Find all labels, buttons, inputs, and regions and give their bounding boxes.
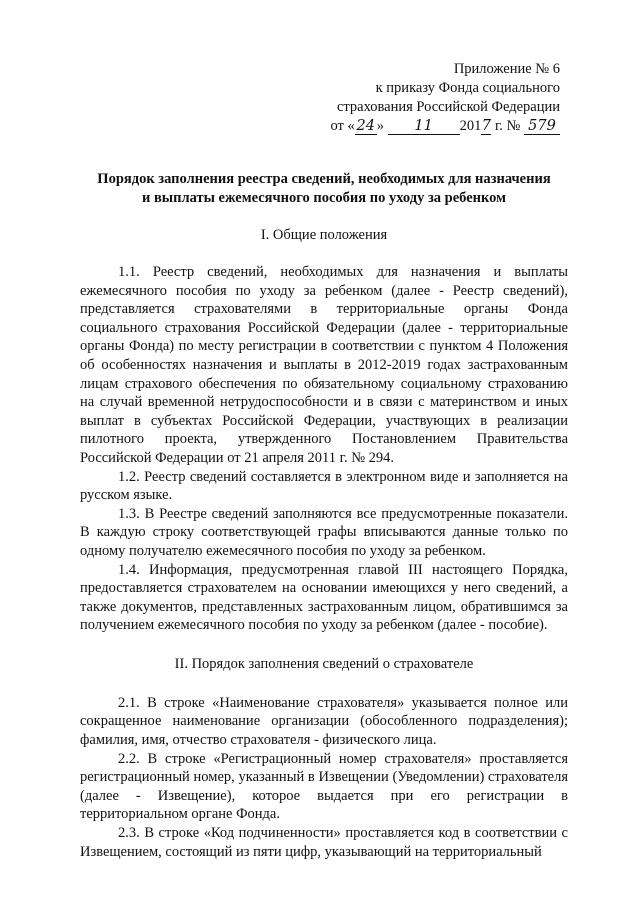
- paragraph-2-3: 2.3. В строке «Код подчиненности» проставляется код в соответствии с Извещением, состоящий из пяти цифр, указывающий на территориальный: [80, 825, 568, 860]
- section-2-heading: II. Порядок заполнения сведений о страхователе: [174, 655, 474, 672]
- date-month: 11: [388, 118, 460, 135]
- document-title: [80, 170, 568, 208]
- section-1-heading: I. Общие положения: [260, 227, 388, 243]
- appendix-order-ref: к приказу Фонда социального: [375, 80, 560, 96]
- paragraph-2-2: 2.2. В строке «Регистрационный номер страхователя» проставляется регистрационный номер, указанный в Извещении (Уведомлении) страхователя (далее - Извещение), которое выдается при его регистрации в территориальном органе Фонда.: [80, 750, 568, 823]
- paragraph-2-1: 2.1. В строке «Наименование страхователя» указывается полное или сокращенное наименование организации (обособленного подразделения); фамилия, имя, отчество страхователя - физического лица.: [80, 694, 568, 749]
- order-number: 579: [524, 118, 560, 135]
- appendix-title: Приложение № 6: [453, 61, 560, 77]
- date-prefix: от «: [330, 118, 355, 134]
- title-line-1: Порядок заполнения реестра сведений, необходимых для назначения: [97, 171, 551, 187]
- date-day: 24: [356, 118, 375, 134]
- appendix-fund-name: страхования Российской Федерации: [336, 99, 560, 115]
- paragraph-1-1: 1.1. Реестр сведений, необходимых для назначения и выплаты ежемесячного пособия по уходу за ребенком (далее - Реестр сведений), представляется страхователями в территориальные органы Фонда социального страхования Российской Федерации (далее - территориальные органы Фонда) по месту регистрации в соответствии с пунктом 4 Положения об особенностях назначения и выплаты в 2012-2019 годах застрахованным лицам страхового обеспечения по обязательному социальному страхованию на случай временной нетрудоспособности и в связи с материнством и иных выплат в субъектах Российской Федерации, участвующих в реализации пилотного проекта, утвержденного Постановлением Правительства Российской Федерации от 21 апреля 2011 г. № 294.: [80, 264, 568, 466]
- paragraph-1-3: 1.3. В Реестре сведений заполняются все предусмотренные показатели. В каждую строку соответствующей графы вписываются данные только по одному получателю ежемесячного пособия по уходу за ребенком.: [80, 505, 568, 559]
- year-digit: 7: [481, 118, 491, 134]
- year-prefix: 201: [459, 118, 482, 134]
- title-line-2: и выплаты ежемесячного пособия по уходу за ребенком: [141, 190, 507, 206]
- document-body: [80, 226, 568, 861]
- date-mid: »: [376, 118, 384, 134]
- appendix-date-line: [330, 117, 560, 136]
- appendix-block: [330, 60, 560, 136]
- paragraph-1-2: 1.2. Реестр сведений составляется в электронном виде и заполняется на русском языке.: [80, 468, 568, 504]
- year-suffix: г. №: [491, 118, 521, 134]
- paragraph-1-4: 1.4. Информация, предусмотренная главой III настоящего Порядка, предоставляется страхователем на основании имеющихся у него сведений, а также документов, представленных застрахованным лицом, обратившимся за получением ежемесячного пособия по уходу за ребенком (далее - пособие).: [80, 561, 568, 634]
